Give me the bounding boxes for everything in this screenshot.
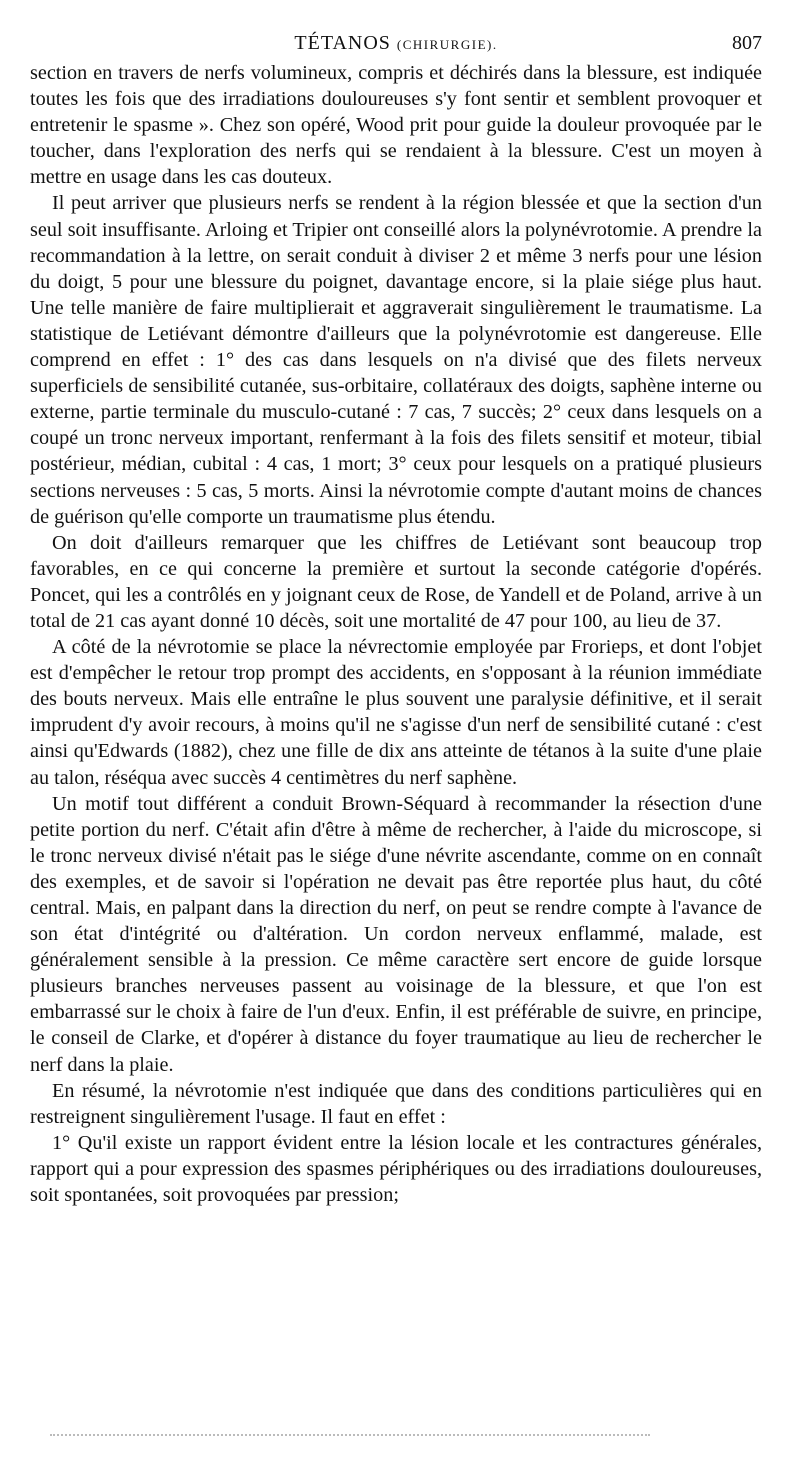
document-page (30, 28, 762, 1208)
running-title-main: TÉTANOS (294, 32, 391, 54)
paragraph-1: section en travers de nerfs volumineux, compris et déchirés dans la blessure, est indiquée toutes les fois que des irradiations douloureuses s'y font sentir et semblent provoquer et entretenir le spasme ». Chez son opéré, Wood prit pour guide la douleur provoquée par le toucher, dans l'exploration des nerfs qui se rendaient à la blessure. C'est un moyen à mettre en usage dans les cas douteux. (30, 62, 762, 189)
running-title (30, 28, 762, 60)
paragraph-4: A côté de la névrotomie se place la névrectomie employée par Frorieps, et dont l'objet est d'empêcher le retour trop prompt des accidents, en s'opposant à la réunion immédiate des bouts nerveux. Mais elle entraîne le plus souvent une paralysie définitive, et il serait imprudent d'y avoir recours, à moins qu'il ne s'agisse d'un nerf de sensibilité cutané : c'est ainsi qu'Edwards (1882), chez une fille de dix ans atteinte de tétanos à la suite d'une plaie au talon, réséqua avec succès 4 centimètres du nerf saphène. (30, 636, 762, 789)
running-title-sub: (CHIRURGIE). (396, 37, 498, 52)
running-header (30, 28, 762, 58)
scan-artifact-divider (50, 1434, 650, 1442)
paragraph-3: On doit d'ailleurs remarquer que les chiffres de Letiévant sont beaucoup trop favorables, en ce qui concerne la première et surtout la seconde catégorie d'opérés. Poncet, qui les a contrôlés en y joignant ceux de Rose, de Yandell et de Poland, arrive à un total de 21 cas ayant donné 10 décès, soit une mortalité de 47 pour 100, au lieu de 37. (30, 531, 762, 632)
body-text (30, 60, 762, 1208)
paragraph-6: En résumé, la névrotomie n'est indiquée que dans des conditions particulières qui en restreignent singulièrement l'usage. Il faut en effet : (30, 1079, 762, 1128)
page-number: 807 (732, 32, 762, 54)
paragraph-7: 1° Qu'il existe un rapport évident entre la lésion locale et les contractures générales, rapport qui a pour expression des spasmes périphériques ou des irradiations douloureuses, soit spontanées, soit provoquées par pression; (30, 1131, 762, 1207)
paragraph-5: Un motif tout différent a conduit Brown-Séquard à recommander la résection d'une petite portion du nerf. C'était afin d'être à même de rechercher, à l'aide du microscope, si le tronc nerveux divisé n'était pas le siége d'une névrite ascendante, comme on en connaît des exemples, et de savoir si l'opération ne devait pas être reportée plus haut, du côté central. Mais, en palpant dans la direction du nerf, on peut se rendre compte à l'avance de son état d'intégrité ou d'altération. Un cordon nerveux enflammé, malade, est généralement sensible à la pression. Ce même caractère sert encore de guide lorsque plusieurs branches nerveuses passent au voisinage de la blessure, et que l'on est embarrassé sur le choix à faire de l'un d'eux. Enfin, il est préférable de suivre, en principe, le conseil de Clarke, et d'opérer à distance du foyer traumatique au lieu de rechercher le nerf dans la plaie. (30, 792, 762, 1076)
paragraph-2: Il peut arriver que plusieurs nerfs se rendent à la région blessée et que la section d'un seul soit insuffisante. Arloing et Tripier ont conseillé alors la polynévrotomie. A prendre la recommandation à la lettre, on serait conduit à diviser 2 et même 3 nerfs pour une lésion du doigt, 5 pour une blessure du poignet, davantage encore, si la plaie siége plus haut. Une telle manière de faire multiplierait et aggraverait singulièrement le traumatisme. La statistique de Letiévant démontre d'ailleurs que la polynévrotomie est dangereuse. Elle comprend en effet : 1° des cas dans lesquels on n'a divisé que des filets nerveux superficiels de sensibilité cutanée, sus-orbitaire, collatéraux des doigts, saphène interne ou externe, partie terminale du musculo-cutané : 7 cas, 7 succès; 2° ceux dans lesquels on a coupé un tronc nerveux important, renfermant à la fois des filets sensitif et moteur, tibial postérieur, médian, cubital : 4 cas, 1 mort; 3° ceux pour lesquels on a pratiqué plusieurs sections nerveuses : 5 cas, 5 morts. Ainsi la névrotomie compte d'autant moins de chances de guérison qu'elle comporte un traumatisme plus étendu. (30, 192, 762, 528)
